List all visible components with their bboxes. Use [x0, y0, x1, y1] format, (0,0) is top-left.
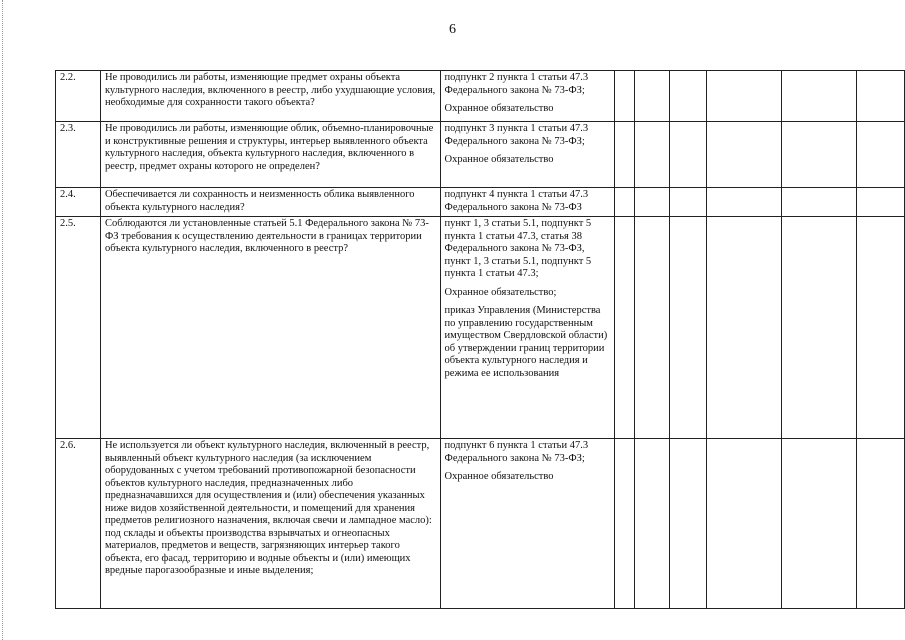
answer-cell: [782, 439, 857, 609]
question-text: Не используется ли объект культурного наследия, включенный в реестр, выявленный объект культурного наследия (за исключением оборудованных с учетом требований противопожарной безопасности объектов культурного наследия, предназначенных либо предназначавшихся для осуществления и (или) обеспечения указанных ниже видов хозяйственной деятельности, и помещений для хранения предметов религиозного назначения, включая свечи и лампадное масло): под склады и объекты производства взрывчатых и огнеопасных материалов, предметов и веществ, загрязняющих интерьер такого объекта, его фасад, территорию и водные объекты и (или) имеющих вредные парогазообразные и иные выделения;: [100, 439, 440, 609]
answer-cell: [782, 122, 857, 188]
table-row: [56, 188, 905, 217]
answer-cell: [670, 188, 707, 217]
answer-cell: [707, 217, 782, 439]
table-row: [56, 439, 905, 609]
answer-cell: [670, 217, 707, 439]
answer-cell: [707, 71, 782, 122]
answer-cell: [635, 217, 670, 439]
page-number: 6: [449, 22, 456, 37]
answer-cell: [856, 217, 904, 439]
answer-cell: [782, 71, 857, 122]
answer-cell: [782, 217, 857, 439]
checklist-table: [55, 70, 905, 609]
answer-cell: [615, 71, 635, 122]
answer-cell: [856, 122, 904, 188]
answer-cell: [707, 122, 782, 188]
answer-cell: [635, 71, 670, 122]
table-row: [56, 71, 905, 122]
answer-cell: [856, 439, 904, 609]
legal-basis: подпункт 6 пункта 1 статьи 47.3 Федерального закона № 73-ФЗ; Охранное обязательство: [440, 439, 615, 609]
answer-cell: [635, 122, 670, 188]
answer-cell: [635, 439, 670, 609]
legal-basis: подпункт 3 пункта 1 статьи 47.3 Федерального закона № 73-ФЗ; Охранное обязательство: [440, 122, 615, 188]
legal-basis: подпункт 2 пункта 1 статьи 47.3 Федерального закона № 73-ФЗ; Охранное обязательство: [440, 71, 615, 122]
question-text: Соблюдаются ли установленные статьей 5.1 Федерального закона № 73-ФЗ требования к осуществлению деятельности в границах территории объекта культурного наследия, включенного в реестр?: [100, 217, 440, 439]
answer-cell: [615, 217, 635, 439]
answer-cell: [615, 122, 635, 188]
answer-cell: [707, 188, 782, 217]
row-number: 2.4.: [56, 188, 101, 217]
question-text: Обеспечивается ли сохранность и неизменность облика выявленного объекта культурного наследия?: [100, 188, 440, 217]
answer-cell: [615, 439, 635, 609]
answer-cell: [670, 71, 707, 122]
answer-cell: [670, 439, 707, 609]
answer-cell: [670, 122, 707, 188]
legal-basis: пункт 1, 3 статьи 5.1, подпункт 5 пункта 1 статьи 47.3, статья 38 Федерального закона № 73-ФЗ, пункт 1, 3 статьи 5.1, подпункт 5 пункта 1 статьи 47.3; Охранное обязательство; приказ Управления (Министерства по управлению государственным имуществом Свердловской области) об утверждении границ территории объекта культурного наследия и режима ее использования: [440, 217, 615, 439]
table-row: [56, 217, 905, 439]
table-row: [56, 122, 905, 188]
answer-cell: [856, 71, 904, 122]
scan-edge-line: [2, 0, 4, 640]
row-number: 2.3.: [56, 122, 101, 188]
answer-cell: [635, 188, 670, 217]
answer-cell: [782, 188, 857, 217]
answer-cell: [615, 188, 635, 217]
legal-basis: подпункт 4 пункта 1 статьи 47.3 Федерального закона № 73-ФЗ: [440, 188, 615, 217]
answer-cell: [707, 439, 782, 609]
row-number: 2.5.: [56, 217, 101, 439]
question-text: Не проводились ли работы, изменяющие облик, объемно-планировочные и конструктивные решения и структуры, интерьер выявленного объекта культурного наследия, объекта культурного наследия, включенного в реестр, предмет охраны которого не определен?: [100, 122, 440, 188]
answer-cell: [856, 188, 904, 217]
row-number: 2.6.: [56, 439, 101, 609]
question-text: Не проводились ли работы, изменяющие предмет охраны объекта культурного наследия, включенного в реестр, либо ухудшающие условия, необходимые для сохранности такого объекта?: [100, 71, 440, 122]
row-number: 2.2.: [56, 71, 101, 122]
